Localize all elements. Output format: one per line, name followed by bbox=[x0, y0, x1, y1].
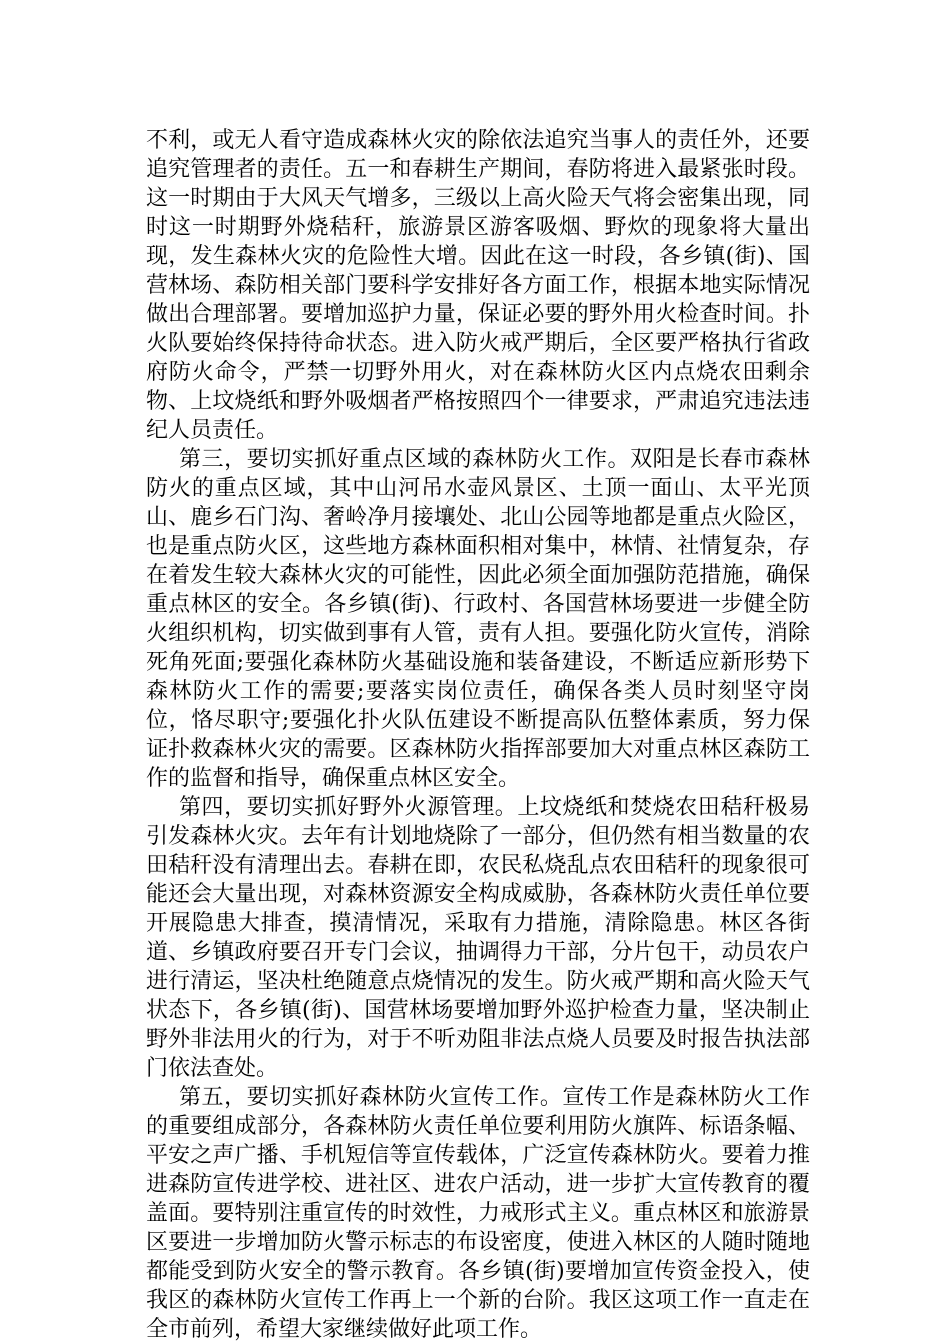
document-page bbox=[146, 126, 810, 1344]
paragraph-fire-source: 第四，要切实抓好野外火源管理。上坟烧纸和焚烧农田秸秆极易引发森林火灾。去年有计划地烧除了一部分，但仍然有相当数量的农田秸秆没有清理出去。春耕在即，农民私烧乱点农田秸秆的现象很可能还会大量出现，对森林资源安全构成威胁，各森林防火责任单位要开展隐患大排查，摸清情况，采取有力措施，清除隐患。林区各街道、乡镇政府要召开专门会议，抽调得力干部，分片包干，动员农户进行清运，坚决杜绝随意点烧情况的发生。防火戒严期和高火险天气状态下，各乡镇(街)、国营林场要增加野外巡护检查力量，坚决制止野外非法用火的行为，对于不听劝阻非法点烧人员要及时报告执法部门依法查处。 bbox=[146, 795, 810, 1081]
paragraph-continuation: 不利，或无人看守造成森林火灾的除依法追究当事人的责任外，还要追究管理者的责任。五一和春耕生产期间，春防将进入最紧张时段。这一时期由于大风天气增多，三级以上高火险天气将会密集出现，同时这一时期野外烧秸秆，旅游景区游客吸烟、野炊的现象将大量出现，发生森林火灾的危险性大增。因此在这一时段，各乡镇(街)、国营林场、森防相关部门要科学安排好各方面工作，根据本地实际情况做出合理部署。要增加巡护力量，保证必要的野外用火检查时间。扑火队要始终保持待命状态。进入防火戒严期后，全区要严格执行省政府防火命令，严禁一切野外用火，对在森林防火区内点烧农田剩余物、上坟烧纸和野外吸烟者严格按照四个一律要求，严肃追究违法违纪人员责任。 bbox=[146, 128, 810, 443]
paragraph-publicity: 第五，要切实抓好森林防火宣传工作。宣传工作是森林防火工作的重要组成部分，各森林防火责任单位要利用防火旗阵、标语条幅、平安之声广播、手机短信等宣传载体，广泛宣传森林防火。要着力推进森防宣传进学校、进社区、进农户活动，进一步扩大宣传教育的覆盖面。要特别注重宣传的时效性，力戒形式主义。重点林区和旅游景区要进一步增加防火警示标志的布设密度，使进入林区的人随时随地都能受到防火安全的警示教育。各乡镇(街)要增加宣传资金投入，使我区的森林防火宣传工作再上一个新的台阶。我区这项工作一直走在全市前列，希望大家继续做好此项工作。 bbox=[146, 1085, 810, 1342]
paragraph-key-areas: 第三，要切实抓好重点区域的森林防火工作。双阳是长春市森林防火的重点区域，其中山河吊水壶风景区、土顶一面山、太平光顶山、鹿乡石门沟、奢岭净月接壤处、北山公园等地都是重点火险区，也是重点防火区，这些地方森林面积相对集中，林情、社情复杂，存在着发生较大森林火灾的可能性，因此必须全面加强防范措施，确保重点林区的安全。各乡镇(街)、行政村、各国营林场要进一步健全防火组织机构，切实做到事有人管，责有人担。要强化防火宣传，消除死角死面;要强化森林防火基础设施和装备建设，不断适应新形势下森林防火工作的需要;要落实岗位责任，确保各类人员时刻坚守岗位，恪尽职守;要强化扑火队伍建设不断提高队伍整体素质，努力保证扑救森林火灾的需要。区森林防火指挥部要加大对重点林区森防工作的监督和指导，确保重点林区安全。 bbox=[146, 447, 810, 791]
